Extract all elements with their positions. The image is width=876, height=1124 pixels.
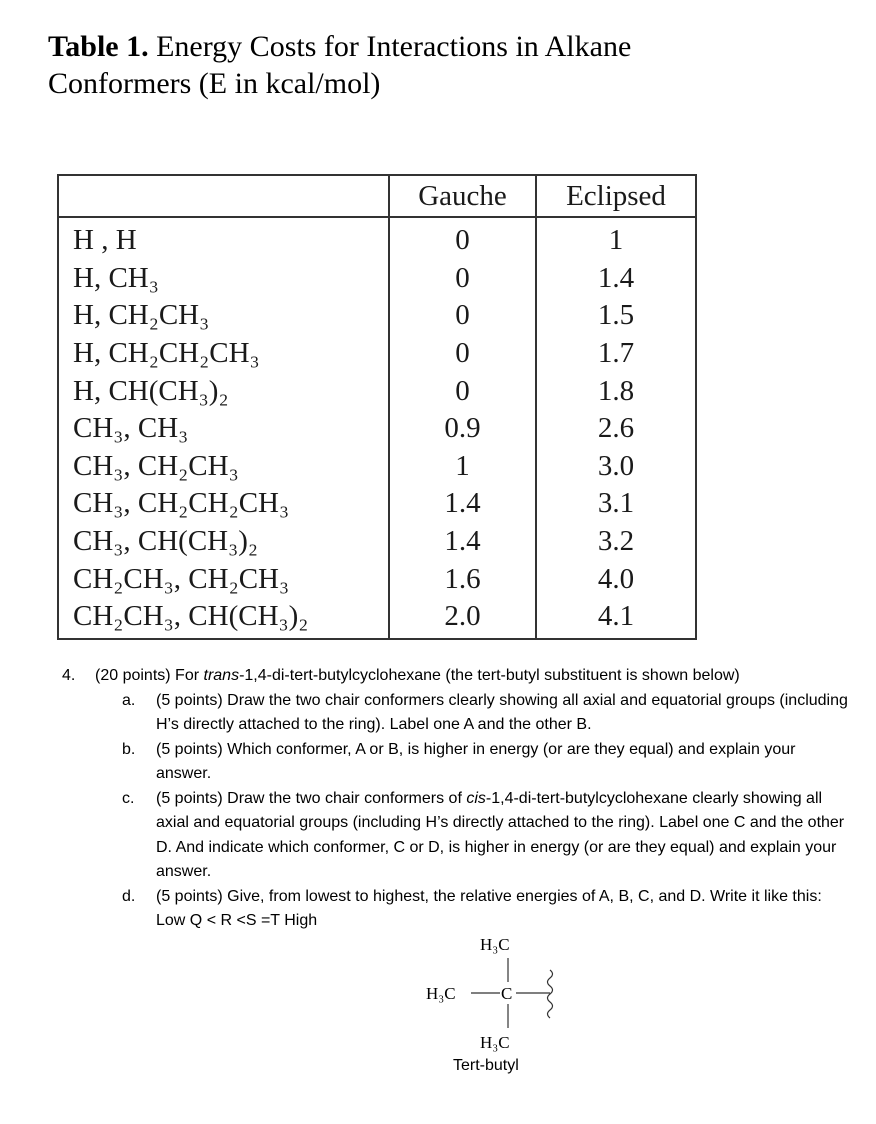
pair-cell: CH₂CH₃, CH(CH₃)₂: [73, 600, 309, 633]
table-row: [58, 217, 696, 260]
table-row: [58, 560, 696, 598]
part-text: [156, 738, 852, 787]
gauche-cell: 1: [389, 448, 536, 486]
part-text-pre: (5 points) Draw the two chair conformers clearly showing all axial and equatorial groups (including H’s directly attached to the ring). Label one A and the other B.: [156, 691, 848, 733]
part-text: [156, 885, 852, 934]
eclipsed-cell: 1.8: [536, 372, 696, 410]
question-compound-italic: trans: [203, 667, 240, 684]
pair-cell: CH₃, CH₂CH₂CH₃: [73, 487, 290, 520]
table-row: [58, 523, 696, 561]
header-eclipsed: Eclipsed: [536, 175, 696, 217]
eclipsed-cell: 4.1: [536, 598, 696, 639]
part-letter: d.: [122, 887, 136, 905]
question-parts: [62, 689, 852, 934]
pair-cell: H, CH₂CH₂CH₃: [73, 337, 260, 370]
eclipsed-cell: 4.0: [536, 560, 696, 598]
table-row: [58, 448, 696, 486]
table-row: [58, 485, 696, 523]
gauche-cell: 0: [389, 217, 536, 260]
question-part-b: [122, 738, 852, 787]
header-gauche: Gauche: [389, 175, 536, 217]
part-text-pre: (5 points) Which conformer, A or B, is higher in energy (or are they equal) and explain your answer.: [156, 740, 796, 782]
part-text-pre: (5 points) Give, from lowest to highest, the relative energies of A, B, C, and D. Write it like this: Low Q < R <S =T High: [156, 887, 822, 929]
top-methyl-label: H₃C: [480, 935, 510, 954]
energy-cost-table: [57, 174, 697, 640]
pair-cell: H, CH₃: [73, 261, 159, 294]
gauche-cell: 1.6: [389, 560, 536, 598]
table-label: Table 1.: [48, 30, 149, 63]
pair-cell: CH₃, CH(CH₃)₂: [73, 525, 259, 558]
question-stem: [62, 664, 852, 689]
table-row: [58, 598, 696, 639]
pair-cell: CH₃, CH₂CH₃: [73, 449, 239, 482]
table-row: [58, 335, 696, 373]
table-row: [58, 297, 696, 335]
pair-cell: CH₃, CH₃: [73, 412, 189, 445]
eclipsed-cell: 1: [536, 217, 696, 260]
part-text-pre: (5 points) Draw the two chair conformers of: [156, 789, 467, 807]
header-blank: [58, 175, 389, 217]
pair-cell: CH₂CH₃, CH₂CH₃: [73, 562, 290, 595]
part-text: [156, 689, 852, 738]
eclipsed-cell: 2.6: [536, 410, 696, 448]
table-header-row: [58, 175, 696, 217]
question-part-d: [122, 885, 852, 934]
question-number: 4.: [62, 667, 76, 684]
question-part-a: [122, 689, 852, 738]
part-letter: a.: [122, 691, 136, 709]
table-row: [58, 410, 696, 448]
part-letter: b.: [122, 740, 136, 758]
eclipsed-cell: 1.4: [536, 260, 696, 298]
question-4: [62, 664, 852, 934]
gauche-cell: 0.9: [389, 410, 536, 448]
eclipsed-cell: 3.2: [536, 523, 696, 561]
question-compound-rest: -1,4-di-tert-butylcyclohexane (the tert-butyl substituent is shown below): [239, 667, 740, 684]
eclipsed-cell: 1.7: [536, 335, 696, 373]
gauche-cell: 1.4: [389, 485, 536, 523]
question-points: (20 points) For: [95, 667, 200, 684]
pair-cell: H, CH(CH₃)₂: [73, 374, 229, 407]
table-caption: [48, 28, 748, 102]
pair-cell: H, CH₂CH₃: [73, 299, 210, 332]
part-text: [156, 787, 852, 885]
gauche-cell: 0: [389, 335, 536, 373]
wavy-bond-icon: [548, 970, 553, 1018]
question-text: [95, 664, 852, 689]
eclipsed-cell: 3.1: [536, 485, 696, 523]
table-row: [58, 372, 696, 410]
table-row: [58, 260, 696, 298]
pair-cell: H , H: [73, 224, 137, 257]
left-methyl-label: H₃C: [426, 984, 456, 1003]
question-part-c: [122, 787, 852, 885]
gauche-cell: 0: [389, 297, 536, 335]
table-title: Energy Costs for Interactions in Alkane Conformers (E in kcal/mol): [48, 30, 632, 100]
gauche-cell: 2.0: [389, 598, 536, 639]
bottom-methyl-label: H₃C: [480, 1033, 510, 1052]
part-text-post: -1,4-di-tert-butylcyclohexane clearly showing all axial and equatorial groups (including H’s directly attached to the ring). Label one C and the other D. And indicate which conformer, C or D, is higher in energy (or are they equal) and explain your answer.: [156, 789, 845, 880]
eclipsed-cell: 1.5: [536, 297, 696, 335]
tert-butyl-caption: Tert-butyl: [453, 1057, 519, 1074]
center-carbon-label: C: [501, 984, 513, 1003]
part-letter: c.: [122, 789, 135, 807]
gauche-cell: 0: [389, 372, 536, 410]
eclipsed-cell: 3.0: [536, 448, 696, 486]
gauche-cell: 0: [389, 260, 536, 298]
gauche-cell: 1.4: [389, 523, 536, 561]
part-text-italic: cis: [466, 789, 486, 807]
